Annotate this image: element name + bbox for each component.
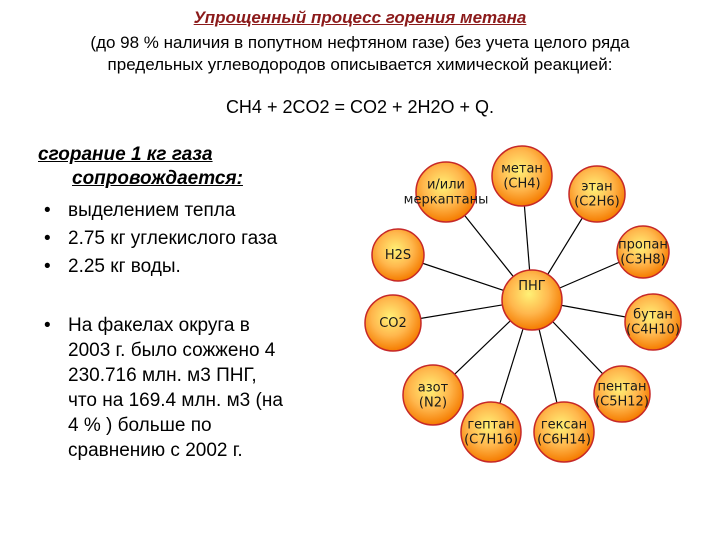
butane-label: (C4H10) (626, 322, 680, 338)
slide-subtitle (20, 32, 700, 76)
node-h2s (372, 229, 424, 281)
heading-line-2: сопровождается: (72, 168, 243, 189)
flaring-line: 230.716 млн. м3 ПНГ, (68, 365, 257, 386)
list-item: • выделением тепла (28, 197, 358, 225)
list-item: • 2.75 кг углекислого газа (28, 225, 358, 253)
ethane-label: (C2H6) (574, 194, 620, 210)
pentane-label: (C5H12) (595, 394, 649, 410)
flaring-line: На факелах округа в (68, 315, 250, 336)
combustion-list (28, 197, 358, 281)
flaring-line: 4 % ) больше по (68, 415, 212, 436)
diagram-nodes (365, 146, 681, 462)
subtitle-line-2: предельных углеводородов описывается химической реакцией: (107, 55, 613, 74)
butane-label: бутан (633, 307, 673, 323)
mercaptans-label: меркаптаны (403, 192, 489, 208)
node-heptane (461, 402, 521, 462)
co2-label: CO2 (379, 316, 407, 331)
hexane-label: (C6H14) (537, 432, 591, 448)
node-co2 (365, 295, 421, 351)
reaction-equation: CH4 + 2CO2 = CO2 + 2H2O + Q. (225, 97, 495, 117)
h2s-label: H2S (384, 248, 412, 263)
propane-label: (C3H8) (620, 252, 666, 268)
nitrogen-label: (N2) (418, 395, 448, 411)
ethane-label: этан (581, 179, 613, 195)
node-butane (625, 294, 681, 350)
list-item: • 2.25 кг воды. (28, 253, 358, 281)
flaring-line: сравнению с 2002 г. (68, 440, 243, 461)
center-label: ПНГ (518, 279, 546, 294)
mercaptans-label: и/или (426, 177, 466, 193)
slide-title: Упрощенный процесс горения метана (193, 8, 527, 27)
node-pentane (594, 366, 650, 422)
subtitle-line-1: (до 98 % наличия в попутном нефтяном газе) без учета целого ряда (90, 33, 630, 52)
combustion-heading (38, 143, 358, 191)
flaring-list (28, 313, 358, 463)
propane-label: пропан (618, 237, 668, 253)
node-center-png (502, 270, 562, 330)
gas-composition-diagram (360, 140, 700, 470)
node-methane (492, 146, 552, 206)
node-propane (617, 226, 669, 278)
pentane-label: пентан (597, 379, 647, 395)
nitrogen-label: азот (417, 380, 449, 396)
node-nitrogen (403, 365, 463, 425)
text-column (28, 143, 358, 463)
methane-label: метан (501, 161, 543, 177)
flaring-item (28, 313, 358, 463)
node-mercaptans (404, 162, 489, 222)
heptane-label: (C7H16) (464, 432, 518, 448)
heading-line-1: сгорание 1 кг газа (38, 144, 213, 165)
node-hexane (534, 402, 594, 462)
methane-label: (CH4) (503, 176, 541, 192)
hexane-label: гексан (540, 417, 588, 433)
heptane-label: гептан (467, 417, 515, 433)
node-ethane (569, 166, 625, 222)
flaring-line: что на 169.4 млн. м3 (на (68, 390, 283, 411)
flaring-line: 2003 г. было сожжено 4 (68, 340, 276, 361)
